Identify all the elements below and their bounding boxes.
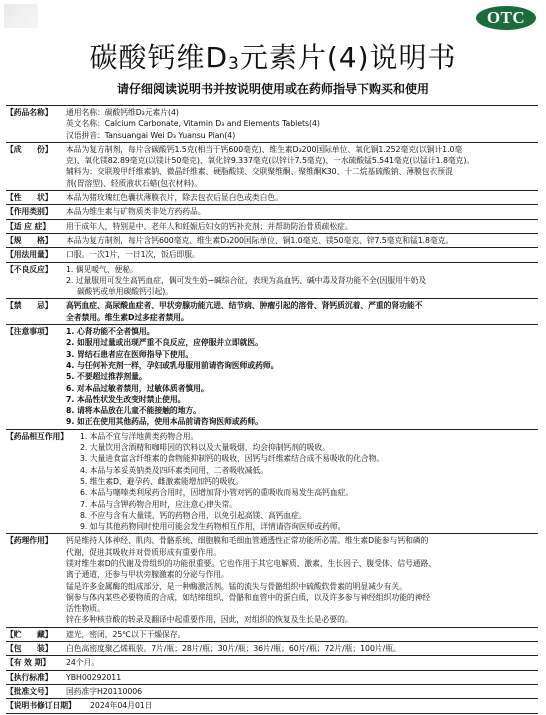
title-subscript: 3 — [228, 54, 240, 74]
divider — [6, 627, 538, 628]
section-line: 离子通道，还参与甲状旁腺激素的分泌与作用。 — [66, 570, 229, 580]
section-line: 9. 如与其他药物同时使用可能会发生药物相互作用，详情请咨询医师或药师。 — [80, 522, 346, 532]
section-line: 克)、氧化镁82.89毫克(以镁计50毫克)、氧化锌9.337毫克(以锌计7.5毫克)、一水硫酸锰5.541毫克(以锰计1.8毫克)。 — [66, 156, 475, 166]
section-interactions — [6, 431, 538, 533]
section-label: 【有 效 期】 — [6, 658, 51, 668]
section-text: 用于成年人，特别是中、老年人和妊娠后妇女的钙补充剂；并帮助防治骨质疏松症。 — [66, 221, 353, 231]
section-line: 锌在多种核苷酸的转录及翻译中起重要作用，因此，对组织的恢复及生长是必要的。 — [66, 615, 353, 625]
divider — [6, 324, 538, 325]
section-standard — [6, 672, 538, 683]
section-line: 辅料为：交联羧甲纤维素钠、微晶纤维素、硬脂酸镁、交联聚维酮、聚维酮K30、十二烷基硫酸钠、薄膜包衣预混 — [66, 167, 453, 177]
section-label: 【作用类别】 — [6, 207, 53, 217]
section-line: 6. 本品与噻嗪类利尿药合用时，因增加肾小管对钙的重吸收而易发生高钙血症。 — [80, 488, 354, 498]
title-main: 碳酸钙维D — [89, 41, 229, 74]
section-storage — [6, 629, 538, 640]
section-text: 2024年04月01日 — [90, 701, 153, 711]
section-text: 国药准字H20110006 — [66, 686, 143, 696]
section-approval-number — [6, 686, 538, 697]
divider — [6, 247, 538, 248]
section-label: 【适 应 症】 — [6, 221, 51, 231]
title-rest: 元素片(4)说明书 — [239, 41, 457, 74]
section-line: 剂(胃溶型)、轻质液状石蜡(包衣材料)。 — [66, 178, 202, 188]
section-label: 【说明书修订日期】 — [6, 701, 76, 711]
section-label: 【包 装】 — [6, 644, 53, 654]
section-specification — [6, 235, 538, 246]
section-pharmacology — [6, 535, 538, 625]
section-contraindications — [6, 300, 538, 323]
section-line: 5. 不要超过推荐剂量。 — [66, 372, 147, 382]
divider — [6, 655, 538, 656]
section-composition — [6, 144, 538, 189]
section-line: 英文名称：Calcium Carbonate, Vitamin D₃ and Elements Tablets(4) — [66, 119, 320, 129]
section-line: 代谢，促进其吸收并对骨质形成有重要作用。 — [66, 547, 221, 557]
section-line: 镁对维生素D的代谢及骨组织的功能很重要。它也作用于其它电解质、激素、生长因子、腹受体、信号通路、 — [66, 558, 437, 568]
section-usage — [6, 249, 538, 260]
section-label: 【药品名称】 — [6, 108, 53, 117]
section-category — [6, 206, 538, 217]
section-line: 1. 本品不宜与洋地黄类药物合用。 — [80, 431, 199, 441]
section-line: 2. 如服用过量或出现严重不良反应，应停服并立即就医。 — [66, 338, 263, 348]
document-subtitle: 请仔细阅读说明书并按说明使用或在药师指导下购买和使用 — [116, 82, 429, 96]
section-label: 【性 状】 — [6, 193, 53, 203]
section-line: 汉语拼音：Tansuangai Wei D₃ Yuansu Pian(4) — [66, 130, 236, 140]
section-line: 碳酸钙或单用碳酸钙引起)。 — [77, 287, 173, 297]
section-label: 【药品相互作用】 — [6, 431, 68, 441]
section-text: 白色高密度聚乙烯瓶装。7片/瓶；28片/瓶；30片/瓶；36片/瓶；60片/瓶；72片/瓶；100片/瓶。 — [66, 644, 401, 654]
section-label: 【贮 藏】 — [6, 629, 53, 639]
section-drug-name — [6, 107, 538, 141]
divider — [6, 233, 538, 234]
section-line: 6. 对本品过敏者禁用，过敏体质者慎用。 — [66, 383, 209, 393]
section-line: 1. 心肾功能不全者慎用。 — [66, 327, 155, 337]
section-line: 高钙血症、高尿酸血症者、甲状旁腺功能亢进、结节病、肿瘤引起的溶骨、肾钙质沉着、严重的肾功能不 — [66, 301, 423, 311]
section-line: 2. 过量服用可发生高钙血症，偶可发生奶−碱综合征，表现为高血钙、碱中毒及肾功能不全(因服用牛奶及 — [66, 275, 427, 285]
section-line: 3. 胃结石患者应在医师指导下使用。 — [66, 349, 194, 359]
divider — [6, 670, 538, 671]
divider — [6, 533, 538, 534]
divider — [6, 429, 538, 430]
section-line: 通用名称：碳酸钙维D₃元素片(4) — [66, 108, 179, 117]
instructions-body — [6, 104, 538, 715]
section-cautions — [6, 326, 538, 428]
section-line: 活性物质。 — [66, 604, 105, 614]
section-indication — [6, 221, 538, 232]
section-line: 本品为复方制剂，每片含碳酸钙1.5克(相当于钙600毫克)、维生素D₃200国际单位、氧化铜1.252毫克(以铜计1.0毫 — [66, 144, 463, 154]
section-package — [6, 643, 538, 654]
section-label: 【规 格】 — [6, 235, 53, 245]
section-label: 【药理作用】 — [6, 536, 53, 546]
section-label: 【不良反应】 — [6, 264, 53, 274]
section-line: 2. 大量饮用含酒精和咖啡因的饮料以及大量吸烟，均会抑制钙剂的吸收。 — [80, 443, 330, 453]
section-label: 【成 份】 — [6, 144, 53, 154]
divider — [6, 698, 538, 699]
section-line: 8. 不应与含有大量镁、钙的药物合用，以免引起高镁、高钙血症。 — [80, 510, 307, 520]
section-line: 7. 本品与含钾药物合用时，应注意心律失常。 — [80, 499, 237, 509]
section-text: 遮光，密闭，25℃以下干燥保存。 — [66, 629, 186, 639]
section-line: 7. 本品性状发生改变时禁止使用。 — [66, 394, 186, 404]
section-line: 8. 请将本品放在儿童不能接触的地方。 — [66, 406, 201, 416]
section-text: 本品为复方制剂，每片含钙600毫克、维生素D₃200国际单位、铜1.0毫克、镁50毫克、锌7.5毫克和锰1.8毫克。 — [66, 235, 454, 245]
divider — [6, 684, 538, 685]
blurred-corner-mark — [4, 4, 38, 28]
section-text: YBH00292011 — [66, 672, 122, 682]
section-character — [6, 192, 538, 203]
section-line: 4. 本品与苯妥英钠类及四环素类同用，二者吸收减低。 — [80, 465, 268, 475]
section-label: 【禁 忌】 — [6, 301, 53, 311]
divider — [6, 262, 538, 263]
section-line: 锰是许多金属酶的组成部分，是一种酶激活剂。锰的流失与骨骼组织中硫酸软骨素的明显减少有关。 — [66, 581, 407, 591]
section-line: 4. 与任何补充剂一样，孕妇或乳母服用前请咨询医师或药师。 — [66, 360, 279, 370]
divider — [6, 204, 538, 205]
section-line: 9. 如正在使用其他药品，使用本品前请咨询医师或药师。 — [66, 417, 263, 427]
section-line: 铜参与体内某些必要物质的合成，如结缔组织、骨骼和血管中的蛋白质，以及许多参与神经组织功能的神经 — [66, 592, 431, 602]
divider — [6, 219, 538, 220]
section-line: 全者禁用。维生素D过多症者禁用。 — [66, 312, 189, 322]
divider — [6, 298, 538, 299]
section-label: 【用法用量】 — [6, 250, 53, 260]
section-revision-date — [6, 700, 538, 711]
section-text: 本品为维生素与矿物质类非处方药药品。 — [66, 207, 206, 217]
section-line: 钙是维持人体神经、肌肉、骨骼系统、细胞膜和毛细血管通透性正常功能所必需。维生素D能参与钙和磷的 — [66, 536, 429, 546]
document-title — [0, 36, 546, 76]
divider — [6, 190, 538, 191]
section-label: 【批准文号】 — [6, 686, 53, 696]
section-line: 5. 维生素D、避孕药、雌激素能增加钙的吸收。 — [80, 476, 243, 486]
section-text: 口服。一次1片，一日1次，饭后即服。 — [66, 250, 200, 260]
section-label: 【注意事项】 — [6, 327, 53, 337]
section-adverse-reactions — [6, 264, 538, 298]
divider — [6, 105, 538, 106]
otc-badge-label: OTC — [486, 8, 526, 27]
section-text: 24个月。 — [66, 658, 100, 668]
otc-badge — [476, 6, 536, 30]
section-validity — [6, 657, 538, 668]
section-line: 3. 大量进食富含纤维素的食物能抑制钙的吸收，因钙与纤维素结合成不易吸收的化合物。 — [80, 454, 385, 464]
section-label: 【执行标准】 — [6, 672, 53, 682]
section-text: 本品为猪玫瑰红色囊状薄膜衣片，除去包衣后显白色或类白色。 — [66, 193, 283, 203]
divider — [6, 713, 538, 714]
divider — [6, 641, 538, 642]
divider — [6, 142, 538, 143]
section-line: 1. 偶见嗳气、便秘。 — [66, 264, 138, 274]
